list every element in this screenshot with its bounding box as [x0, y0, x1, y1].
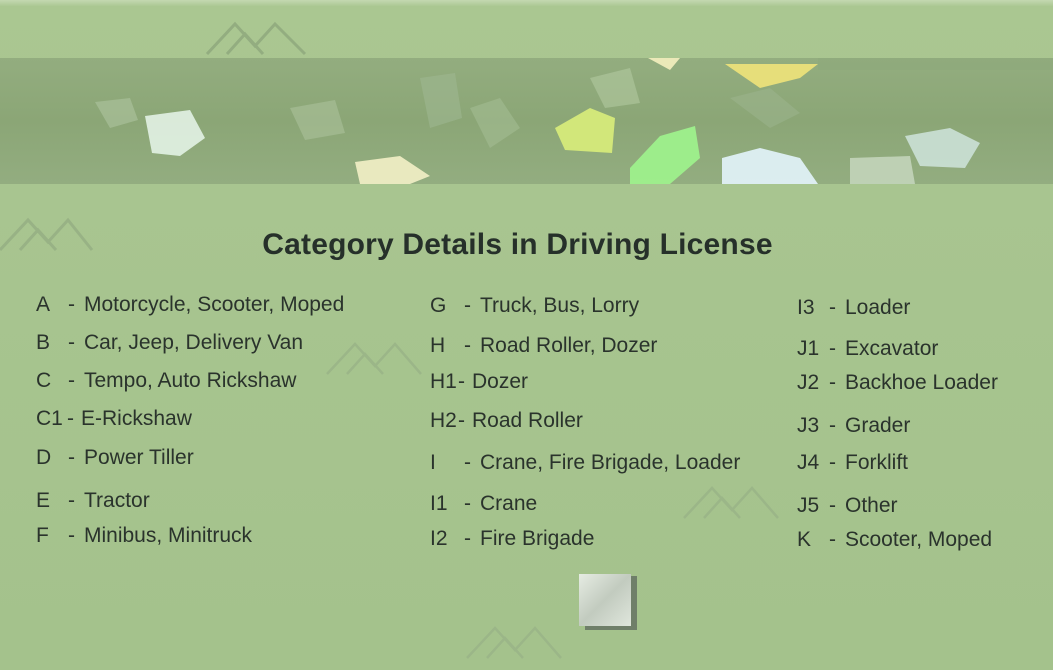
category-code: J5 — [797, 494, 820, 517]
page-title: Category Details in Driving License — [262, 228, 773, 261]
category-description: Crane, Fire Brigade, Loader — [480, 451, 741, 474]
category-code: I3 — [797, 296, 815, 319]
category-separator: - — [829, 528, 836, 551]
category-row — [36, 407, 192, 431]
hologram-band — [0, 58, 1053, 184]
category-code: F — [36, 524, 49, 547]
category-description: Road Roller, Dozer — [480, 334, 658, 357]
category-code: J3 — [797, 414, 820, 437]
category-row — [36, 489, 150, 513]
category-code: I — [430, 451, 436, 474]
category-description: Loader — [845, 296, 911, 319]
category-row — [430, 294, 639, 318]
category-description: Truck, Bus, Lorry — [480, 294, 640, 317]
category-row — [36, 369, 296, 393]
category-code: C1 — [36, 407, 63, 430]
category-code: I2 — [430, 527, 448, 550]
category-code: B — [36, 331, 51, 354]
category-row — [430, 334, 657, 358]
category-description: Car, Jeep, Delivery Van — [84, 331, 304, 354]
category-separator: - — [67, 407, 74, 430]
category-code: A — [36, 293, 51, 316]
mountain-watermark-icon — [465, 622, 565, 662]
category-code: H1 — [430, 370, 457, 393]
category-separator: - — [68, 331, 75, 354]
category-row — [797, 371, 998, 395]
category-description: Fire Brigade — [480, 527, 595, 550]
category-separator: - — [829, 371, 836, 394]
category-row — [430, 451, 740, 475]
hologram-pattern-icon — [0, 58, 1053, 184]
mountain-watermark-icon — [325, 338, 425, 378]
category-code: H2 — [430, 409, 457, 432]
category-row — [797, 451, 908, 475]
category-row — [36, 446, 194, 470]
mountain-watermark-icon — [682, 482, 782, 522]
category-row — [430, 527, 594, 551]
category-row — [36, 293, 344, 317]
category-code: I1 — [430, 492, 448, 515]
category-description: Forklift — [845, 451, 908, 474]
category-description: Motorcycle, Scooter, Moped — [84, 293, 345, 316]
category-description: Power Tiller — [84, 446, 194, 469]
category-description: Other — [845, 494, 898, 517]
category-row — [430, 492, 537, 516]
category-separator: - — [829, 451, 836, 474]
category-row — [797, 296, 910, 320]
category-description: Tempo, Auto Rickshaw — [84, 369, 297, 392]
category-description: Grader — [845, 414, 911, 437]
category-separator: - — [68, 489, 75, 512]
category-separator: - — [829, 414, 836, 437]
category-row — [797, 494, 898, 518]
category-separator: - — [464, 294, 471, 317]
category-code: D — [36, 446, 52, 469]
category-separator: - — [464, 451, 471, 474]
category-separator: - — [464, 527, 471, 550]
category-separator: - — [458, 370, 465, 393]
category-description: Scooter, Moped — [845, 528, 993, 551]
category-row — [797, 337, 938, 361]
hologram-square-icon — [579, 574, 637, 632]
category-row — [36, 331, 303, 355]
mountain-watermark-icon — [205, 18, 310, 58]
category-description: Backhoe Loader — [845, 371, 998, 394]
category-description: Excavator — [845, 337, 939, 360]
category-row — [36, 524, 252, 548]
category-separator: - — [68, 293, 75, 316]
category-row — [430, 370, 528, 394]
card-top-edge — [0, 0, 1053, 6]
category-code: J2 — [797, 371, 820, 394]
category-code: J1 — [797, 337, 820, 360]
category-code: E — [36, 489, 51, 512]
category-description: Tractor — [84, 489, 150, 512]
category-separator: - — [829, 296, 836, 319]
category-row — [797, 528, 992, 552]
category-separator: - — [68, 524, 75, 547]
category-separator: - — [458, 409, 465, 432]
category-description: Minibus, Minitruck — [84, 524, 253, 547]
category-row — [430, 409, 583, 433]
category-code: J4 — [797, 451, 820, 474]
category-code: G — [430, 294, 447, 317]
category-description: E-Rickshaw — [81, 407, 192, 430]
category-row — [797, 414, 910, 438]
category-code: H — [430, 334, 446, 357]
category-separator: - — [68, 446, 75, 469]
category-description: Road Roller — [472, 409, 583, 432]
category-description: Crane — [480, 492, 538, 515]
category-separator: - — [829, 337, 836, 360]
category-description: Dozer — [472, 370, 529, 393]
category-separator: - — [68, 369, 75, 392]
category-separator: - — [464, 334, 471, 357]
category-code: K — [797, 528, 812, 551]
category-separator: - — [464, 492, 471, 515]
category-code: C — [36, 369, 52, 392]
category-separator: - — [829, 494, 836, 517]
